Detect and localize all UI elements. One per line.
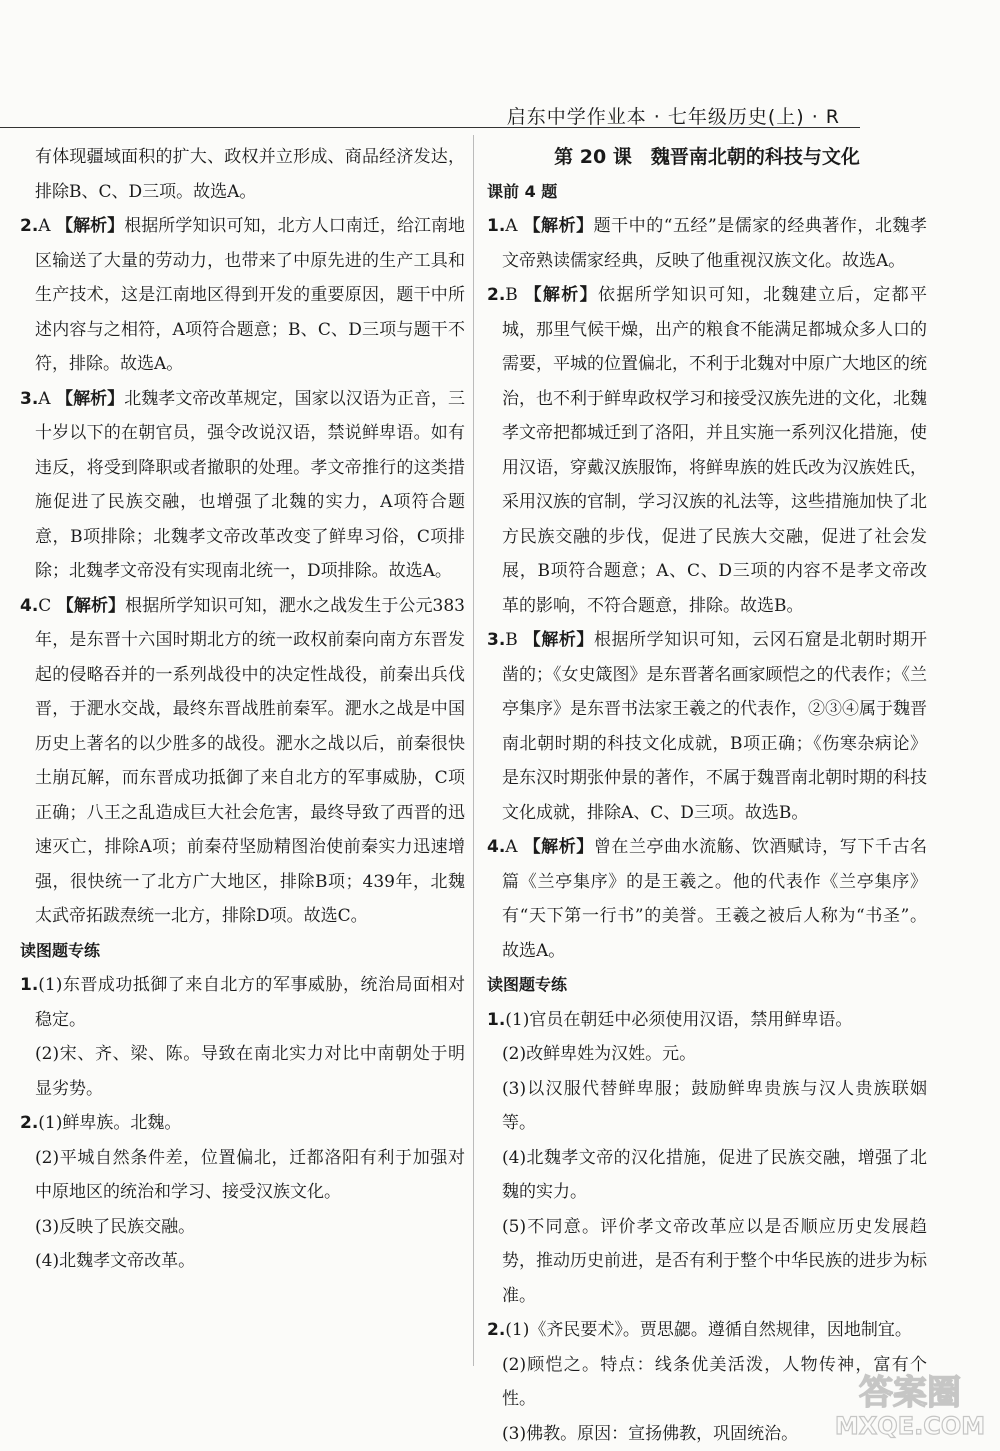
answer-item-2: 2.A 【解析】根据所学知识可知，北方人口南迁，给江南地区输送了大量的劳动力，也带来了中原先进的生产工具和生产技术，这是江南地区得到开发的重要原因，题干中所述内容与之相符，A项符合题意；B、C、D三项与题干不符，排除。故选A。 — [20, 216, 466, 374]
map-question-1-part-2: (2)宋、齐、梁、陈。导致在南北实力对比中南朝处于明显劣势。 — [35, 1044, 465, 1099]
map-question-1-part-1: 1.(1)官员在朝廷中必须使用汉语，禁用鲜卑语。 — [487, 1009, 853, 1030]
answer-item-1: 1.A 【解析】题干中的“五经”是儒家的经典著作，北魏孝文帝熟读儒家经典，反映了他重视汉族文化。故选A。 — [487, 216, 928, 271]
left-column — [20, 140, 465, 1279]
map-question-1-part-1: 1.(1)东晋成功抵御了来自北方的军事威胁，统治局面相对稳定。 — [20, 975, 465, 1030]
answer-item-4: 4.A 【解析】曾在兰亭曲水流觞、饮酒赋诗，写下千古名篇《兰亭集序》的是王羲之。他的代表作《兰亭集序》有“天下第一行书”的美誉。王羲之被后人称为“书圣”。故选A。 — [487, 837, 928, 961]
page-header — [0, 100, 1000, 130]
map-question-2-part-4: (4)北魏孝文帝改革。 — [35, 1251, 196, 1271]
watermark-top: 答案圈 — [859, 1373, 961, 1413]
map-question-2-part-2: (2)平城自然条件差，位置偏北，迁都洛阳有利于加强对中原地区的统治和学习、接受汉族文化。 — [35, 1147, 465, 1202]
map-question-2-part-1: 2.(1)《齐民要术》。贾思勰。遵循自然规律，因地制宜。 — [487, 1320, 912, 1340]
answer-item-4: 4.C 【解析】根据所学知识可知，淝水之战发生于公元383年，是东晋十六国时期北方的统一政权前秦向南方东晋发起的侵略吞并的一系列战役中的决定性战役，前秦出兵伐晋，于淝水交战，最终东晋战胜前秦军。淝水之战是中国历史上著名的以少胜多的战役。淝水之战以后，前秦很快土崩瓦解，而东晋成功抵御了来自北方的军事威胁，C项正确；八王之乱造成巨大社会危害，最终导致了西晋的迅速灭亡，排除A项；前秦苻坚励精图治使前秦实力迅速增强，很快统一了北方广大地区，排除B项；439年，北魏太武帝拓跋焘统一北方，排除D项。故选C。 — [20, 595, 466, 926]
map-question-1-part-4: (4)北魏孝文帝的汉化措施，促进了民族交融，增强了北魏的实力。 — [502, 1147, 927, 1202]
map-question-1-part-2: (2)改鲜卑姓为汉姓。元。 — [502, 1044, 697, 1064]
column-divider — [473, 135, 474, 1366]
header-rule — [0, 127, 860, 128]
section-heading: 读图题专练 — [20, 940, 101, 960]
continued-text: 有体现疆域面积的扩大、政权并立形成、商品经济发达，排除B、C、D三项。故选A。 — [35, 147, 465, 202]
section-heading-pre: 课前 4 题 — [487, 181, 558, 201]
watermark-logo — [835, 1366, 985, 1441]
answer-item-3: 3.A 【解析】北魏孝文帝改革规定，国家以汉语为正音，三十岁以下的在朝官员，强令改说汉语，禁说鲜卑语。如有违反，将受到降职或者撤职的处理。孝文帝推行的这类措施促进了民族交融，也增强了北魏的实力，A项符合题意，B项排除；北魏孝文帝改革改变了鲜卑习俗，C项排除；北魏孝文帝没有实现南北统一，D项排除。故选A。 — [20, 388, 466, 581]
header-title: 启东中学作业本 · 七年级历史(上) · R — [506, 106, 840, 128]
map-question-2-part-3: (3)反映了民族交融。 — [35, 1216, 196, 1237]
map-question-2-part-1: 2.(1)鲜卑族。北魏。 — [20, 1113, 182, 1133]
map-question-1-part-5: (5)不同意。评价孝文帝改革应以是否顺应历史发展趋势，推动历史前进，是否有利于整个中华民族的进步为标准。 — [502, 1216, 927, 1306]
map-question-2-part-3: (3)佛教。原因：宣扬佛教，巩固统治。 — [502, 1423, 799, 1444]
lesson-title: 第 20 课 魏晋南北朝的科技与文化 — [554, 146, 860, 168]
answer-item-2: 2.B 【解析】依据所学知识可知，北魏建立后，定都平城，那里气候干燥，出产的粮食不能满足都城众多人口的需要，平城的位置偏北，不利于北魏对中原广大地区的统治，也不利于鲜卑政权学习和接受汉族先进的文化，北魏孝文帝把都城迁到了洛阳，并且实施一系列汉化措施，使用汉语，穿戴汉族服饰，将鲜卑族的姓氏改为汉族姓氏，采用汉族的官制，学习汉族的礼法等，这些措施加快了北方民族交融的步伐，促进了民族大交融，促进了社会发展，B项符合题意；A、C、D三项的内容不是孝文帝改革的影响，不符合题意，排除。故选B。 — [487, 285, 928, 616]
watermark-bottom: MXQE.COM — [835, 1412, 985, 1440]
section-heading-map: 读图题专练 — [487, 975, 568, 994]
map-question-1-part-3: (3)以汉服代替鲜卑服；鼓励鲜卑贵族与汉人贵族联姻等。 — [502, 1078, 927, 1133]
answer-item-3: 3.B 【解析】根据所学知识可知，云冈石窟是北朝时期开凿的；《女史箴图》是东晋著名画家顾恺之的代表作；《兰亭集序》是东晋书法家王羲之的代表作，②③④属于魏晋南北朝时期的科技文化成就，B项正确；《伤寒杂病论》是东汉时期张仲景的著作，不属于魏晋南北朝时期的科技文化成就，排除A、C、D三项。故选B。 — [487, 630, 928, 823]
right-column — [487, 140, 927, 1451]
map-question-2-part-2: (2)顾恺之。特点：线条优美活泼，人物传神，富有个性。 — [502, 1354, 927, 1409]
